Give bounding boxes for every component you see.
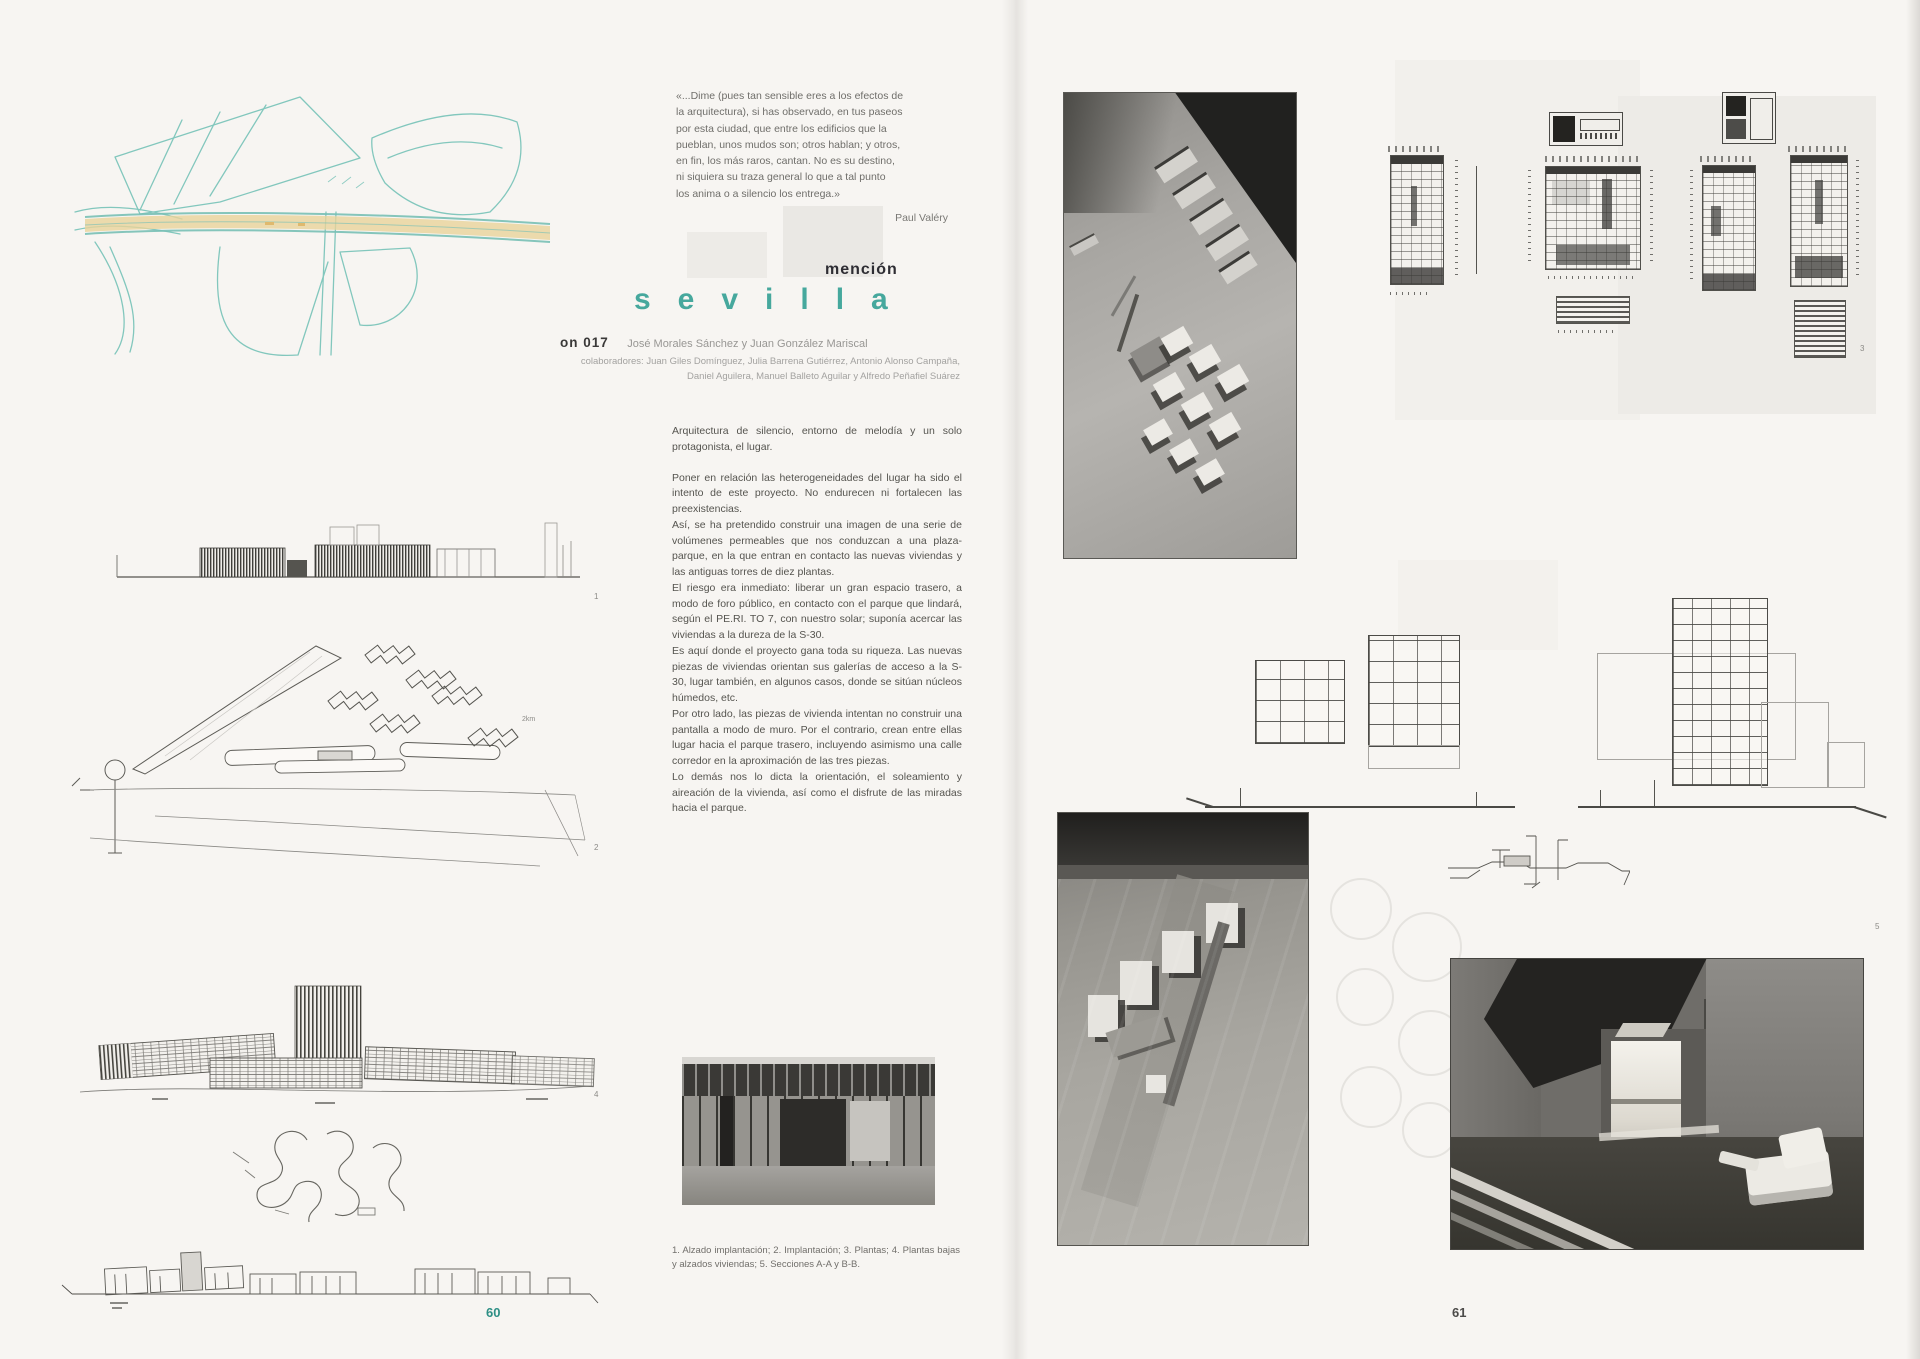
ground-tick <box>1476 792 1477 806</box>
elevation-grid-c <box>1672 598 1768 786</box>
body-paragraph: Es aquí donde el proyecto gana toda su riqueza. Las nuevas piezas de viviendas orientan sus galerías de acceso a la S-30, lugar también, en algunos casos, donde se sitúan núcleos húmedos, etc. <box>672 644 962 704</box>
dimension-line <box>1650 170 1653 264</box>
ground-ramp <box>1854 806 1887 818</box>
dimension-line <box>1390 292 1430 295</box>
model-zigzag-block <box>1217 364 1250 394</box>
opening-quote <box>676 88 948 226</box>
quote-attribution: Paul Valéry <box>895 211 948 224</box>
interior-render <box>1450 958 1864 1250</box>
ghost-circle <box>1336 968 1394 1026</box>
byline-row <box>560 334 960 352</box>
photo-roof-beams <box>682 1064 935 1096</box>
model-zigzag-block <box>1143 418 1173 446</box>
apartment-plan-a <box>1390 155 1444 285</box>
ground-tick <box>1654 780 1655 806</box>
dimension-squiggle <box>1788 146 1846 152</box>
section-strip <box>1556 296 1630 324</box>
dimension-line <box>1558 330 1618 333</box>
model-slab <box>1069 233 1099 256</box>
body-paragraph: Así, se ha pretendido construir una imagen de una serie de volúmenes permeables que nos conduzcan a una plaza-parque, en la que entran en contacto las nuevas viviendas y las antiguas torres de diez plantas. <box>672 518 962 578</box>
ground-line <box>1205 806 1515 808</box>
model-zigzag-block <box>1195 458 1225 486</box>
dimension-line <box>1690 170 1693 282</box>
dimension-line <box>1455 160 1458 278</box>
dimension-line <box>1476 166 1477 274</box>
intro-paragraph: Arquitectura de silencio, entorno de melodía y un solo protagonista, el lugar. <box>672 425 962 453</box>
dimension-line <box>1548 276 1636 279</box>
quote-line: los anima o a silencio los entrega.» <box>676 187 841 200</box>
ground-tick <box>1600 790 1601 806</box>
photo-dark-band <box>1058 813 1308 865</box>
model-zigzag-block <box>1169 438 1199 466</box>
outline-volume <box>1761 702 1829 788</box>
ground-tick <box>1240 788 1241 806</box>
plan-legend <box>1722 92 1776 144</box>
model-zigzag-block <box>1181 392 1214 422</box>
project-code: on 017 <box>560 335 609 350</box>
dimension-line <box>1528 170 1531 264</box>
model-zigzag-block <box>1153 372 1186 402</box>
page-edge-shadow <box>1906 0 1920 1359</box>
photo-column <box>720 1096 733 1166</box>
photo-dark-panel <box>780 1099 846 1166</box>
dimension-line <box>1856 160 1859 280</box>
body-text-column <box>672 424 962 817</box>
render-light-spill <box>1615 1023 1671 1037</box>
model-zigzag-block <box>1189 344 1222 374</box>
elevation-drawing-2 <box>60 1222 605 1317</box>
authors: José Morales Sánchez y Juan González Mariscal <box>627 338 868 350</box>
page-number-left: 60 <box>486 1305 501 1320</box>
photo-base-lines <box>1058 879 1308 1245</box>
apartment-plan-d <box>1790 155 1848 287</box>
model-photo-top <box>1063 92 1297 559</box>
quote-line: pueblan, unos mudos son; otros hablan; y otros, <box>676 138 901 151</box>
ground-ramp <box>1186 797 1213 808</box>
render-window-sill <box>1611 1099 1681 1104</box>
ghost-circle <box>1340 1066 1402 1128</box>
page-gutter <box>1002 0 1028 1359</box>
quote-line: ni siquiera su traza general lo que a tal punto <box>676 171 886 184</box>
figure-number-4: 4 <box>594 1090 599 1099</box>
dimension-squiggle <box>1700 156 1754 162</box>
meander-plan-drawing <box>215 1112 485 1230</box>
elevation-grid-b <box>1368 635 1460 747</box>
photo-sky <box>682 1057 935 1064</box>
model-zigzag-block <box>1209 412 1242 442</box>
scale-note: 2km <box>522 716 536 723</box>
outline-volume <box>1827 742 1865 788</box>
body-paragraph: El riesgo era inmediato: liberar un gran espacio trasero, a modo de foro público, en contacto con el parque que lindará, según el PE.RI. TO 7, con nuestro solar; suponía acercar las viviendas a la dureza de la S-30. <box>672 581 962 641</box>
apartment-plan-b <box>1545 166 1641 270</box>
elevation-base <box>1368 745 1460 769</box>
award-label: mención <box>825 261 898 278</box>
body-paragraph: Lo demás nos lo dicta la orientación, el soleamiento y aireación de la vivienda, así como el disfrute de las miradas hacia el parque. <box>672 770 962 815</box>
gallery-photo <box>682 1057 935 1205</box>
collaborators <box>490 354 960 384</box>
model-photo-bottom <box>1057 812 1309 1246</box>
body-paragraph: Poner en relación las heterogeneidades del lugar ha sido el intento de este proyecto. No endurecen ni fortalecen las preexistencias. <box>672 471 962 515</box>
tone-block <box>687 232 767 278</box>
floor-plans-strip-drawing <box>60 980 605 1110</box>
quote-line: la arquitectura), si has observado, en tus paseos <box>676 106 903 119</box>
photo-light-pane <box>850 1101 890 1161</box>
figure-number-1: 1 <box>594 592 599 601</box>
quote-line: en fin, los más raros, cantan. No es su destino, <box>676 155 895 168</box>
dimension-squiggle <box>1388 146 1442 152</box>
body-paragraph: Por otro lado, las piezas de vivienda intentan no construir una pantalla a modo de muro. Por el contrario, crean entre ellas lugar hacia el parque trasero, incluyendo asimismo una calle corredor en la aproximación de las tres piezas. <box>672 707 962 767</box>
elevation-grid-a <box>1255 660 1345 744</box>
site-sketch-drawing <box>70 62 570 357</box>
figure-caption: 1. Alzado implantación; 2. Implantación; 3. Plantas; 4. Plantas bajas y alzados viviendas; 5. Secciones A-A y B-B. <box>672 1245 960 1271</box>
elevation-drawing-1 <box>105 515 605 610</box>
section-detail-drawing <box>1440 826 1630 896</box>
collaborators-line: colaboradores: Juan Giles Domínguez, Julia Barrena Gutiérrez, Antonio Alonso Campaña, <box>580 356 960 367</box>
ground-line <box>1578 806 1856 808</box>
figure-number-2: 2 <box>594 843 599 852</box>
figure-number-3: 3 <box>1860 344 1865 353</box>
quote-line: por esta ciudad, que entre los edificios que la <box>676 122 887 135</box>
figure-number-5: 5 <box>1875 922 1880 931</box>
section-strip <box>1794 300 1846 358</box>
photo-floor <box>682 1166 935 1205</box>
ghost-circle <box>1330 878 1392 940</box>
implantation-plan-drawing <box>70 628 600 893</box>
dimension-squiggle <box>1545 156 1641 162</box>
page-number-right: 61 <box>1452 1305 1467 1320</box>
apartment-plan-c <box>1702 165 1756 291</box>
project-title: sevilla <box>634 283 915 316</box>
quote-line: «...Dime (pues tan sensible eres a los efectos de <box>676 90 904 102</box>
plan-legend <box>1549 112 1623 146</box>
collaborators-line: Daniel Aguilera, Manuel Balleto Aguilar y Alfredo Peñafiel Suárez <box>686 371 960 383</box>
